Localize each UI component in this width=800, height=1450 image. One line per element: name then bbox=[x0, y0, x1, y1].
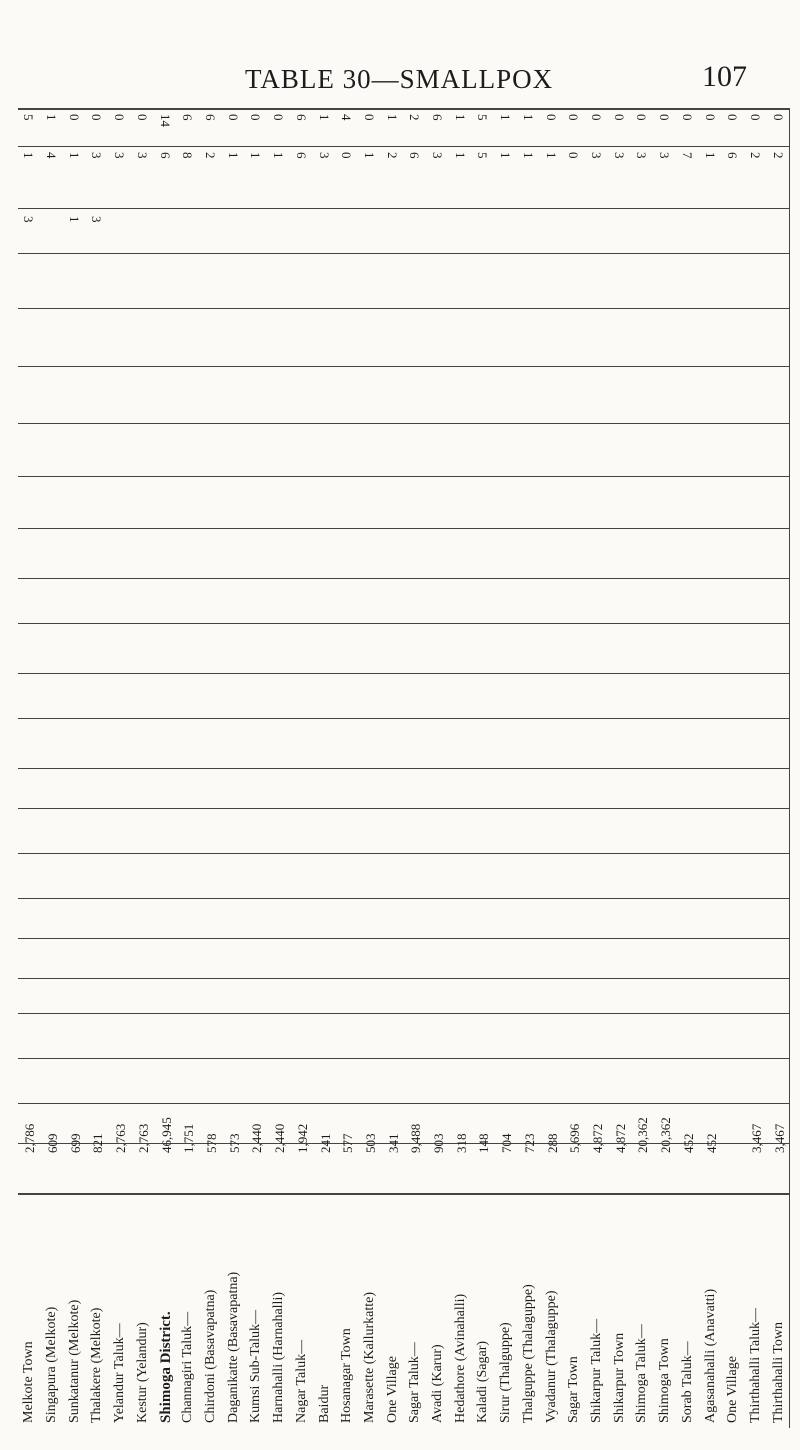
row-second-value: 3 bbox=[657, 152, 672, 159]
row-first-value: 0 bbox=[634, 114, 649, 121]
table-rule bbox=[18, 623, 790, 624]
row-first-value: 1 bbox=[44, 114, 59, 121]
row-first-value: 6 bbox=[180, 114, 195, 121]
table-rule bbox=[18, 1103, 790, 1104]
row-second-value: 3 bbox=[589, 152, 604, 159]
row-first-value: 1 bbox=[498, 114, 513, 121]
row-first-value: 0 bbox=[226, 114, 241, 121]
table-rule bbox=[18, 1013, 790, 1014]
row-second-value: 1 bbox=[453, 152, 468, 159]
row-total: 241 bbox=[318, 1133, 333, 1153]
row-total: 46,945 bbox=[159, 1117, 174, 1153]
row-total: 452 bbox=[681, 1133, 696, 1153]
row-first-value: 1 bbox=[317, 114, 332, 121]
table-rule bbox=[18, 808, 790, 809]
row-first-value: 2 bbox=[407, 114, 422, 121]
row-second-value: 2 bbox=[748, 152, 763, 159]
table-rule bbox=[18, 1058, 790, 1059]
row-first-value: 0 bbox=[771, 114, 786, 121]
table-rule bbox=[18, 978, 790, 979]
row-total: 2,440 bbox=[272, 1123, 287, 1153]
row-total: 4,872 bbox=[590, 1123, 605, 1153]
row-total: 503 bbox=[363, 1133, 378, 1153]
row-label: Chirdoni (Basavapatna) bbox=[203, 1289, 218, 1423]
table-rule bbox=[18, 673, 790, 674]
page-number: 107 bbox=[702, 60, 747, 93]
row-label: Avadi (Karur) bbox=[430, 1344, 445, 1423]
row-first-value: 0 bbox=[89, 114, 104, 121]
row-second-value: 3 bbox=[612, 152, 627, 159]
row-third-value: 1 bbox=[67, 216, 82, 223]
row-first-value: 6 bbox=[294, 114, 309, 121]
smallpox-table bbox=[18, 108, 790, 1428]
row-first-value: 0 bbox=[248, 114, 263, 121]
row-first-value: 1 bbox=[521, 114, 536, 121]
row-second-value: 3 bbox=[430, 152, 445, 159]
row-label: Sunkatanur (Melkote) bbox=[67, 1299, 82, 1423]
row-second-value: 1 bbox=[703, 152, 718, 159]
row-label: Hosanagar Town bbox=[339, 1328, 354, 1423]
row-label: Sagar Taluk— bbox=[407, 1342, 422, 1423]
row-label: Shimoga Taluk— bbox=[634, 1324, 649, 1423]
table-rule bbox=[18, 853, 790, 854]
row-first-value: 0 bbox=[271, 114, 286, 121]
row-label: Thirthahalli Town bbox=[771, 1321, 786, 1423]
row-first-value: 0 bbox=[67, 114, 82, 121]
row-total: 704 bbox=[499, 1133, 514, 1153]
row-total: 609 bbox=[45, 1133, 60, 1153]
row-label: Marasette (Kallurkatte) bbox=[362, 1292, 377, 1423]
row-label: Melkote Town bbox=[21, 1341, 36, 1423]
row-label: Hedathore (Avinahalli) bbox=[453, 1293, 468, 1423]
table-rule bbox=[18, 1143, 790, 1144]
row-first-value: 0 bbox=[135, 114, 150, 121]
row-third-value: 3 bbox=[21, 216, 36, 223]
row-second-value: 3 bbox=[89, 152, 104, 159]
table-rule bbox=[18, 768, 790, 769]
row-third-value: 3 bbox=[89, 216, 104, 223]
row-label: Sagar Town bbox=[566, 1356, 581, 1423]
row-label: Harnahalli (Harnahalli) bbox=[271, 1292, 286, 1423]
row-label: Yelandur Taluk— bbox=[112, 1323, 127, 1423]
row-total: 573 bbox=[227, 1133, 242, 1153]
page-header bbox=[0, 0, 800, 100]
row-label: Shimoga District. bbox=[158, 1311, 174, 1423]
row-first-value: 0 bbox=[748, 114, 763, 121]
row-second-value: 2 bbox=[385, 152, 400, 159]
row-second-value: 1 bbox=[544, 152, 559, 159]
row-label: Kumsi Sub-Taluk— bbox=[248, 1310, 263, 1423]
table-rule bbox=[18, 938, 790, 939]
row-total: 2,786 bbox=[22, 1123, 37, 1153]
row-second-value: 7 bbox=[680, 152, 695, 159]
row-total: 3,467 bbox=[772, 1123, 787, 1153]
table-rule bbox=[18, 253, 790, 254]
row-second-value: 0 bbox=[566, 152, 581, 159]
row-second-value: 3 bbox=[112, 152, 127, 159]
row-total: 148 bbox=[476, 1133, 491, 1153]
row-second-value: 1 bbox=[248, 152, 263, 159]
row-second-value: 5 bbox=[475, 152, 490, 159]
row-second-value: 0 bbox=[339, 152, 354, 159]
row-first-value: 0 bbox=[703, 114, 718, 121]
table-rule bbox=[18, 366, 790, 367]
row-second-value: 6 bbox=[725, 152, 740, 159]
row-second-value: 6 bbox=[407, 152, 422, 159]
row-total: 578 bbox=[204, 1133, 219, 1153]
table-rule bbox=[18, 578, 790, 579]
row-second-value: 6 bbox=[294, 152, 309, 159]
row-label: Shimoga Town bbox=[657, 1338, 672, 1423]
row-second-value: 3 bbox=[317, 152, 332, 159]
row-second-value: 1 bbox=[21, 152, 36, 159]
row-second-value: 1 bbox=[271, 152, 286, 159]
row-first-value: 14 bbox=[158, 114, 173, 127]
row-second-value: 1 bbox=[521, 152, 536, 159]
row-label: Kestur (Yelandur) bbox=[135, 1322, 150, 1423]
row-first-value: 0 bbox=[612, 114, 627, 121]
row-label: Thalguppe (Thalaguppe) bbox=[521, 1284, 536, 1423]
row-first-value: 0 bbox=[112, 114, 127, 121]
table-rule bbox=[18, 898, 790, 899]
row-first-value: 6 bbox=[430, 114, 445, 121]
row-second-value: 8 bbox=[180, 152, 195, 159]
row-second-value: 6 bbox=[158, 152, 173, 159]
row-label: Sorab Taluk— bbox=[680, 1341, 695, 1423]
row-total: 341 bbox=[386, 1133, 401, 1153]
table-rule bbox=[18, 208, 790, 209]
row-total: 452 bbox=[704, 1133, 719, 1153]
row-label: Vyadanur (Thalaguppe) bbox=[544, 1290, 559, 1423]
table-rule bbox=[18, 476, 790, 477]
row-first-value: 0 bbox=[362, 114, 377, 121]
table-rule bbox=[18, 1193, 790, 1195]
row-second-value: 1 bbox=[362, 152, 377, 159]
row-total: 20,362 bbox=[658, 1117, 673, 1153]
row-first-value: 0 bbox=[725, 114, 740, 121]
row-second-value: 2 bbox=[203, 152, 218, 159]
row-first-value: 6 bbox=[203, 114, 218, 121]
row-first-value: 0 bbox=[589, 114, 604, 121]
row-second-value: 1 bbox=[226, 152, 241, 159]
table-rule bbox=[18, 528, 790, 529]
row-total: 577 bbox=[340, 1133, 355, 1153]
row-total: 318 bbox=[454, 1133, 469, 1153]
row-total: 903 bbox=[431, 1133, 446, 1153]
row-total: 4,872 bbox=[613, 1123, 628, 1153]
row-total: 9,488 bbox=[408, 1123, 423, 1153]
row-label: Nagar Taluk— bbox=[294, 1339, 309, 1423]
table-rule bbox=[18, 308, 790, 309]
row-total: 699 bbox=[68, 1133, 83, 1153]
row-label: Singapura (Melkote) bbox=[44, 1306, 59, 1423]
row-first-value: 0 bbox=[680, 114, 695, 121]
row-first-value: 1 bbox=[453, 114, 468, 121]
row-second-value: 3 bbox=[634, 152, 649, 159]
row-label: Baidur bbox=[317, 1384, 332, 1423]
row-first-value: 5 bbox=[21, 114, 36, 121]
table-rule bbox=[18, 108, 790, 110]
row-first-value: 1 bbox=[385, 114, 400, 121]
row-first-value: 0 bbox=[566, 114, 581, 121]
row-total: 5,696 bbox=[567, 1123, 582, 1153]
row-label: Thirthahalli Taluk— bbox=[748, 1307, 763, 1423]
row-second-value: 1 bbox=[67, 152, 82, 159]
table-title: TABLE 30—SMALLPOX bbox=[245, 64, 554, 94]
row-total: 288 bbox=[545, 1133, 560, 1153]
row-first-value: 0 bbox=[544, 114, 559, 121]
row-total: 1,751 bbox=[181, 1123, 196, 1153]
row-first-value: 4 bbox=[339, 114, 354, 121]
row-label: Agasanahalli (Anavatti) bbox=[703, 1288, 718, 1423]
row-total: 2,440 bbox=[249, 1123, 264, 1153]
row-second-value: 1 bbox=[498, 152, 513, 159]
row-second-value: 2 bbox=[771, 152, 786, 159]
row-label: Shikarpur Town bbox=[612, 1332, 627, 1423]
row-total: 20,362 bbox=[635, 1117, 650, 1153]
row-label: Channagiri Taluk— bbox=[180, 1311, 195, 1423]
row-label: Kaladi (Sagar) bbox=[475, 1340, 490, 1423]
row-label: Sirur (Thalguppe) bbox=[498, 1322, 513, 1423]
row-label: One Village bbox=[385, 1356, 400, 1423]
row-label: Shikarpur Taluk— bbox=[589, 1318, 604, 1423]
table-rule bbox=[18, 718, 790, 719]
row-label: Daganikatte (Basavapatna) bbox=[226, 1271, 241, 1423]
row-first-value: 5 bbox=[475, 114, 490, 121]
row-total: 723 bbox=[522, 1133, 537, 1153]
row-total: 3,467 bbox=[749, 1123, 764, 1153]
table-rule bbox=[18, 146, 790, 147]
row-first-value: 0 bbox=[657, 114, 672, 121]
row-second-value: 3 bbox=[135, 152, 150, 159]
row-total: 2,763 bbox=[113, 1123, 128, 1153]
row-second-value: 4 bbox=[44, 152, 59, 159]
table-right-border bbox=[789, 108, 790, 1428]
row-label: One Village bbox=[725, 1356, 740, 1423]
row-total: 2,763 bbox=[136, 1123, 151, 1153]
row-total: 821 bbox=[90, 1133, 105, 1153]
row-total: 1,942 bbox=[295, 1123, 310, 1153]
table-rule bbox=[18, 423, 790, 424]
row-label: Thalakere (Melkote) bbox=[89, 1307, 104, 1423]
